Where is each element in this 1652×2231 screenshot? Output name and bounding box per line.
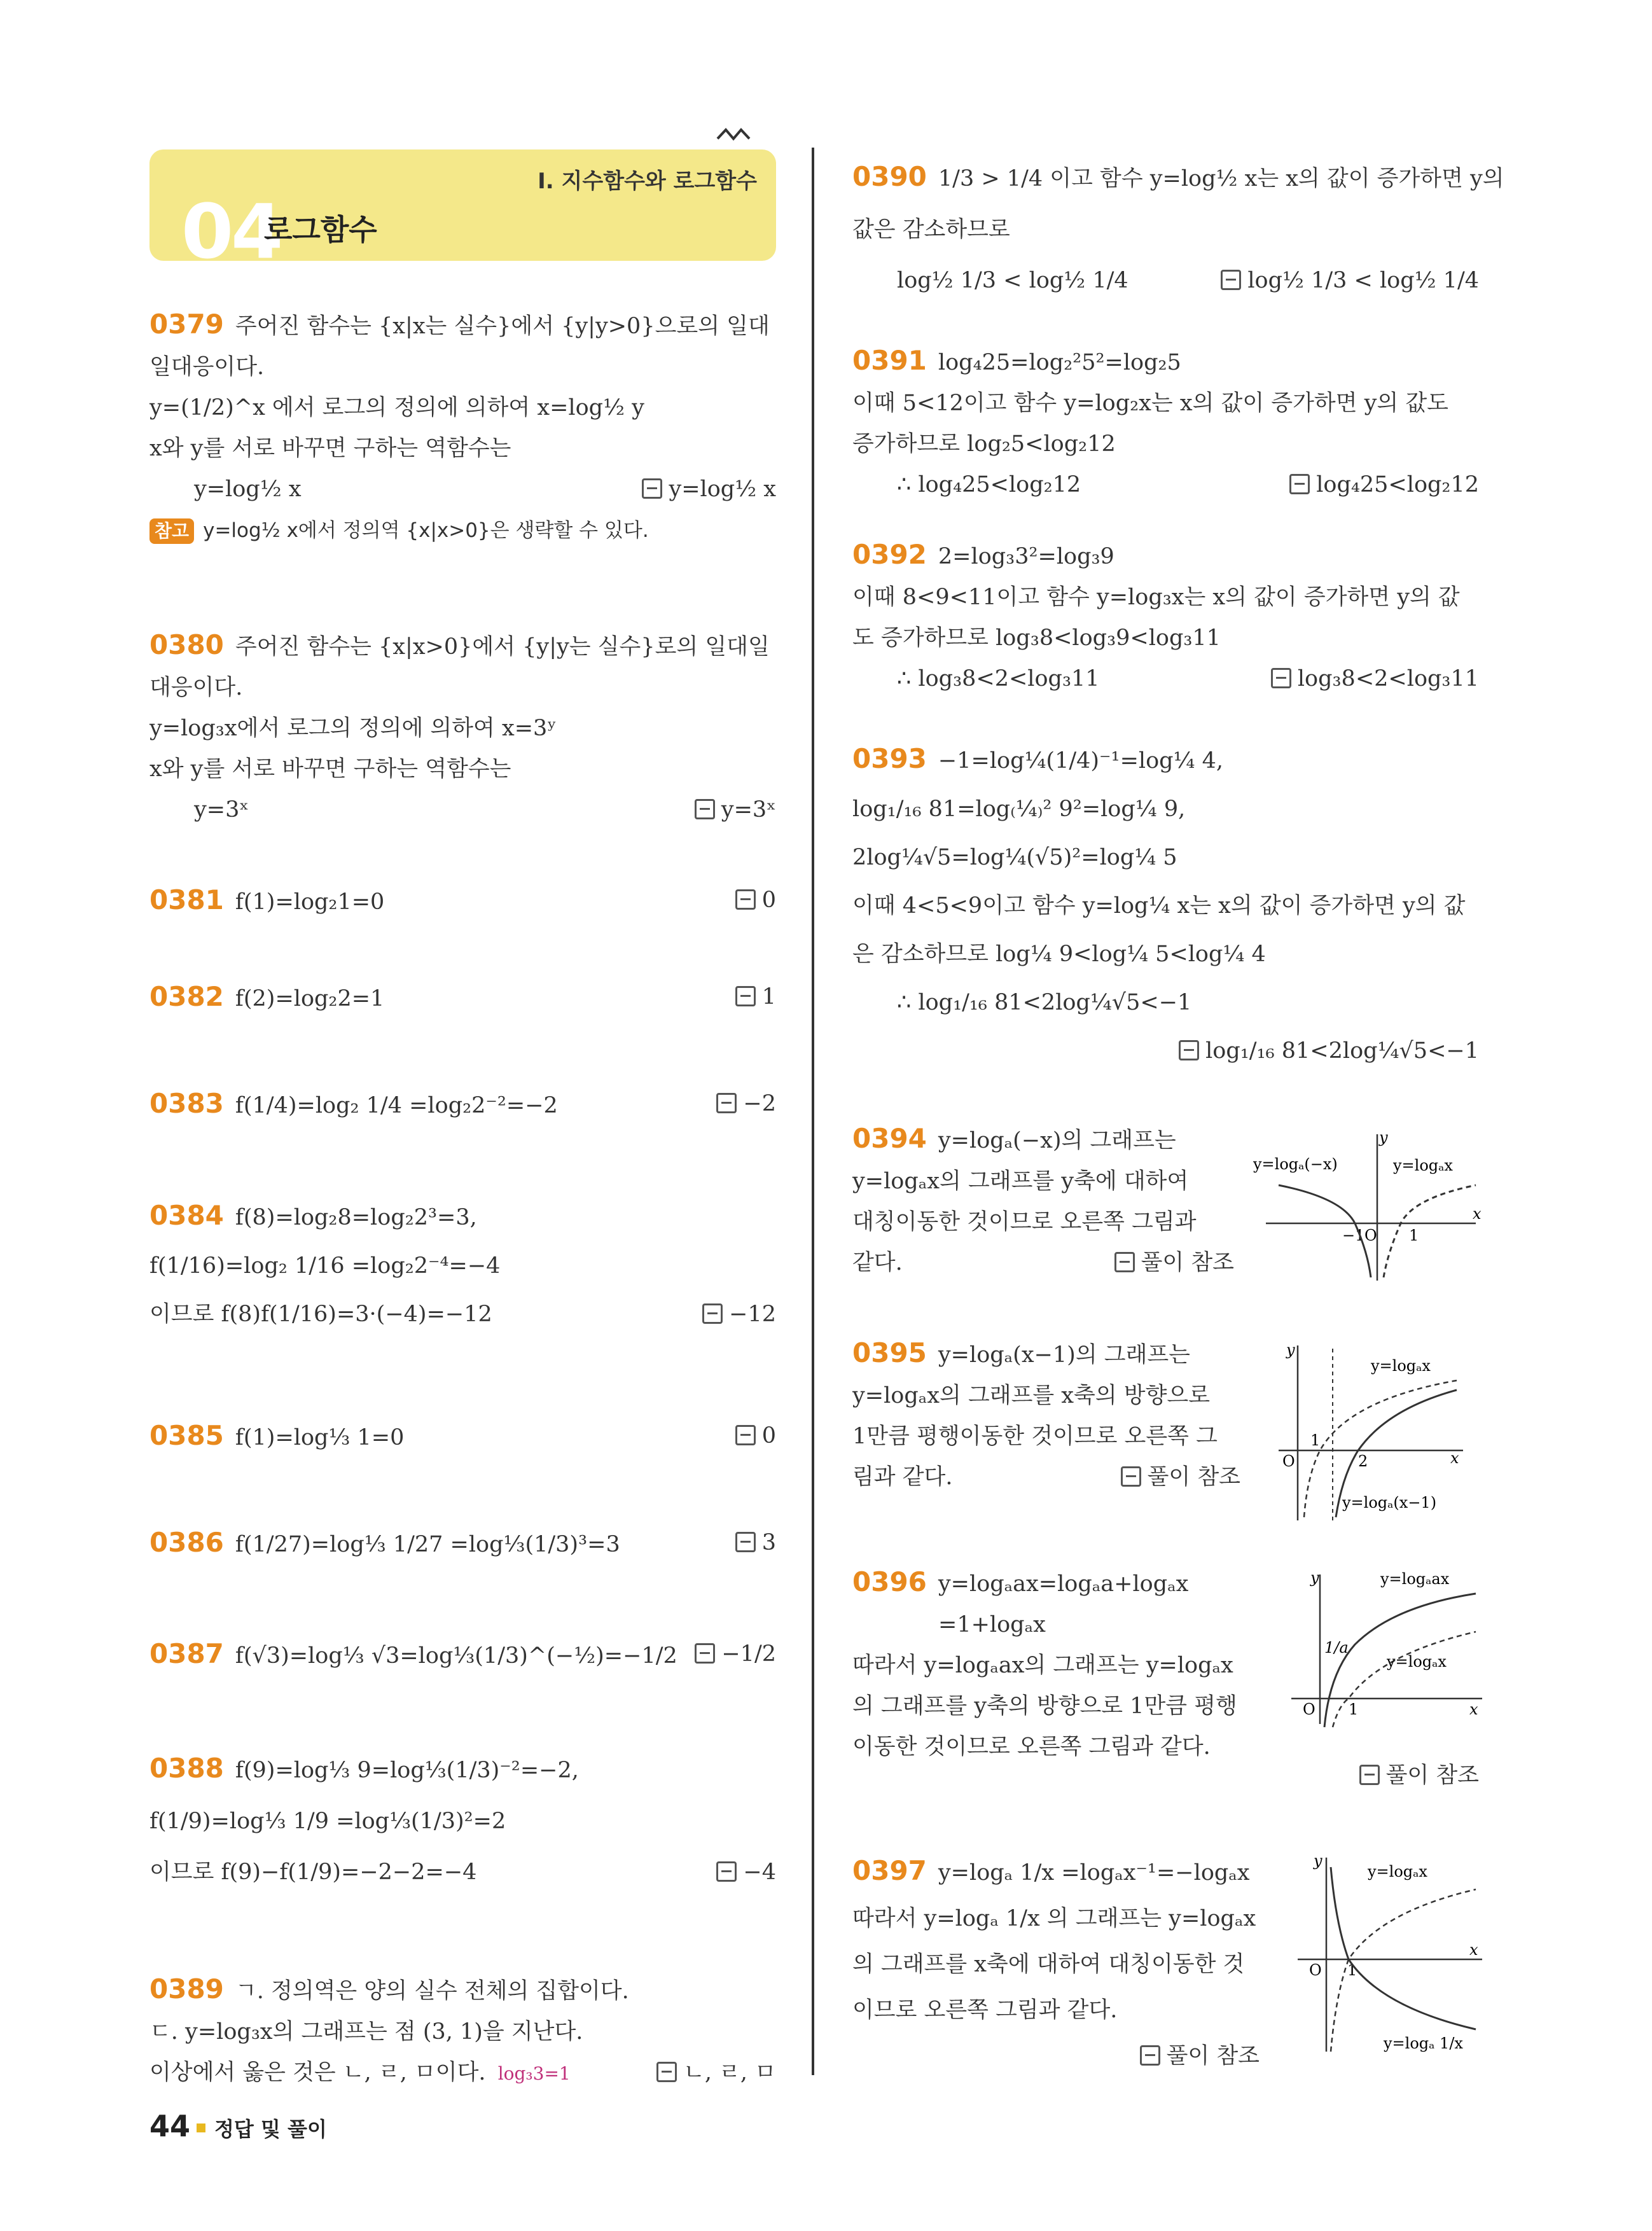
problem-number: 0389 [149, 1973, 224, 2005]
problem-number: 0384 [149, 1200, 224, 1231]
problem-0397: 0397 y=logₐ 1/x =logₐx⁻¹=−logₐx 따라서 y=logₐ 1/x 의 그래프는 y=logₐx 의 그래프를 x축에 대하여 대칭이동한 것 이므로 오른쪽 그림과 같다. 풀이 참조 [852, 1848, 1260, 2033]
axis-label-y: y [1379, 1129, 1388, 1146]
footer-label: 정답 및 풀이 [214, 2117, 327, 2141]
answer-icon [735, 986, 756, 1006]
answer: 풀이 참조 [1121, 1457, 1240, 1498]
answer: −4 [716, 1847, 776, 1898]
page-number: 44 [149, 2109, 191, 2143]
chapter-header [149, 149, 776, 275]
axis-label-y: y [1314, 1852, 1322, 1870]
tick-label: 1 [1310, 1431, 1321, 1449]
answer-icon [695, 1643, 715, 1664]
problem-number: 0387 [149, 1638, 224, 1669]
problem-number: 0386 [149, 1527, 224, 1558]
axis-label-x: x [1469, 1941, 1478, 1959]
problem-0391: 0391 log₄25=log₂²5²=log₂5 이때 5<12이고 함수 y=log₂x는 x의 값이 증가하면 y의 값도 증가하므로 log₂5<log₂12 ∴ log₄25<log₂12 log₄25<log₂12 [852, 340, 1479, 505]
problem-number: 0396 [852, 1566, 927, 1597]
answer-icon [716, 1861, 737, 1882]
problem-0386: 0386 f(1/27)=log⅓ 1/27 =log⅓(1/3)³=3 3 [149, 1522, 776, 1565]
axis-label-y: y [1286, 1341, 1295, 1359]
problem-0385: 0385 f(1)=log⅓ 1=0 0 [149, 1415, 776, 1458]
problem-number: 0390 [852, 161, 927, 192]
answer: −12 [702, 1290, 776, 1338]
answer-icon [1221, 270, 1241, 290]
chapter-number: 04 [181, 188, 281, 275]
problem-number: 0392 [852, 539, 927, 570]
column-divider [812, 148, 814, 2075]
axis-label-x: x [1473, 1205, 1482, 1223]
answer: 1 [735, 976, 776, 1017]
curve-log-x [1384, 1185, 1476, 1277]
tick-label: −1 [1342, 1227, 1365, 1244]
answer-icon [735, 1532, 756, 1552]
problem-number: 0381 [149, 884, 224, 915]
answer-icon [656, 2062, 677, 2082]
problem-0388: 0388 f(9)=log⅓ 9=log⅓(1/3)⁻²=−2, f(1/9)=log⅓ 1/9 =log⅓(1/3)²=2 이므로 f(9)−f(1/9)=−2−2=−4 −4 [149, 1743, 776, 1898]
problem-0381: 0381 f(1)=log₂1=0 0 [149, 880, 776, 922]
answer: 풀이 참조 [1114, 1242, 1234, 1283]
problem-number: 0397 [852, 1855, 927, 1886]
wave-icon [714, 125, 753, 144]
answer-icon [695, 799, 715, 819]
axis-label-y: y [1310, 1569, 1319, 1587]
footer-square-icon [197, 2123, 205, 2132]
answer: 풀이 참조 [1359, 1755, 1479, 1796]
graph-0394 [1253, 1125, 1489, 1284]
curve-label: y=logₐ(x−1) [1342, 1494, 1437, 1512]
problem-number: 0388 [149, 1753, 224, 1784]
answer-icon [1271, 668, 1291, 688]
graph-0396 [1285, 1565, 1489, 1730]
axis-label-x: x [1469, 1700, 1478, 1718]
annotation: log₃3=1 [497, 2063, 571, 2084]
problem-0382: 0382 f(2)=log₂2=1 1 [149, 976, 776, 1019]
origin-label: O [1309, 1961, 1322, 1979]
problem-0383: 0383 f(1/4)=log₂ 1/4 =log₂2⁻²=−2 −2 [149, 1083, 776, 1126]
tick-label: 1 [1349, 1700, 1359, 1718]
answer-icon [1121, 1466, 1141, 1487]
problem-0390: 0390 1/3 > 1/4 이고 함수 y=log½ x는 x의 값이 증가하면 y의 값은 감소하므로 log½ 1/3 < log½ 1/4 log½ 1/3 < log½ 1/4 [852, 151, 1479, 306]
answer-icon [1359, 1765, 1380, 1785]
problem-number: 0391 [852, 345, 927, 376]
answer-icon [1289, 474, 1310, 494]
curve-label: y=logₐx [1387, 1653, 1447, 1671]
problem-number: 0382 [149, 981, 224, 1012]
problem-0380: 0380 주어진 함수는 {x|x>0}에서 {y|y는 실수}로의 일대일 대응이다. y=log₃x에서 로그의 정의에 의하여 x=3ʸ x와 y를 서로 바꾸면 구하는 역함수는 y=3ˣ y=3ˣ [149, 625, 776, 830]
answer: log₄25<log₂12 [1289, 464, 1479, 505]
answer: 0 [735, 1415, 776, 1456]
unit-label: Ⅰ. 지수함수와 로그함수 [538, 169, 757, 194]
curve-label: y=logₐx [1368, 1863, 1427, 1880]
answer-icon [702, 1303, 723, 1324]
graph-0395 [1272, 1336, 1489, 1527]
answer: y=log½ x [642, 469, 776, 510]
problem-0387: 0387 f(√3)=log⅓ √3=log⅓(1/3)^(−½)=−1/2 −1/2 [149, 1634, 776, 1676]
graph-0397 [1291, 1848, 1489, 2058]
answer: log₃8<2<log₃11 [1271, 658, 1479, 699]
answer-icon [735, 1425, 756, 1445]
answer-icon [1140, 2045, 1160, 2066]
answer: log½ 1/3 < log½ 1/4 [1221, 255, 1479, 306]
problem-0389: 0389 ㄱ. 정의역은 양의 실수 전체의 집합이다. ㄷ. y=log₃x의 그래프는 점 (3, 1)을 지난다. 이상에서 옳은 것은 ㄴ, ㄹ, ㅁ이다. log₃3=1 ㄴ, ㄹ, ㅁ [149, 1969, 776, 2094]
problem-0394: 0394 y=logₐ(−x)의 그래프는 y=logₐx의 그래프를 y축에 대하여 대칭이동한 것이므로 오른쪽 그림과 같다. 풀이 참조 [852, 1118, 1234, 1283]
answer-icon [1114, 1252, 1135, 1272]
answer: 3 [735, 1522, 776, 1563]
origin-label: O [1303, 1700, 1315, 1718]
answer-icon [735, 889, 756, 910]
curve-label: y=logₐx [1393, 1157, 1453, 1174]
tick-label: 2 [1358, 1452, 1368, 1470]
answer: 풀이 참조 [1140, 2033, 1260, 2079]
problem-number: 0393 [852, 743, 927, 774]
problem-number: 0395 [852, 1337, 927, 1368]
problem-number: 0383 [149, 1088, 224, 1119]
page-footer [149, 2109, 327, 2143]
problem-number: 0394 [852, 1123, 927, 1154]
problem-0392: 0392 2=log₃3²=log₃9 이때 8<9<11이고 함수 y=log₃x는 x의 값이 증가하면 y의 값 도 증가하므로 log₃8<log₃9<log₃11 ∴ log₃8<2<log₃11 log₃8<2<log₃11 [852, 534, 1479, 699]
problem-number: 0385 [149, 1420, 224, 1451]
answer: ㄴ, ㄹ, ㅁ [656, 2052, 776, 2093]
origin-label: O [1364, 1227, 1377, 1244]
tick-label: 1/a [1324, 1639, 1349, 1657]
answer-icon [1179, 1040, 1199, 1060]
problem-0379: 0379 주어진 함수는 {x|x는 실수}에서 {y|y>0}으로의 일대 일대응이다. y=(1/2)^x 에서 로그의 정의에 의하여 x=log½ y x와 y를 서로 바꾸면 구하는 역함수는 y=log½ x y=log½ x 참고 y=log½ x에서 정의역 {x|x>0}은 생략할 수 있다. [149, 304, 776, 551]
answer: −1/2 [695, 1634, 776, 1674]
origin-label: O [1282, 1452, 1295, 1470]
problem-0396: 0396 y=logₐax=logₐa+logₐx =1+logₐx 따라서 y=logₐax의 그래프는 y=logₐx 의 그래프를 y축의 방향으로 1만큼 평행 이동한 것이므로 오른쪽 그림과 같다. [852, 1566, 1237, 1760]
curve-label: y=logₐ 1/x [1384, 2034, 1463, 2052]
problem-0395: 0395 y=logₐ(x−1)의 그래프는 y=logₐx의 그래프를 x축의 방향으로 1만큼 평행이동한 것이므로 오른쪽 그 림과 같다. 풀이 참조 [852, 1333, 1240, 1498]
note-tag: 참고 [149, 518, 194, 544]
problem-0393: 0393 −1=log¼(1/4)⁻¹=log¼ 4, log₁/₁₆ 81=log₍¼₎² 9²=log¼ 9, 2log¼√5=log¼(√5)²=log¼ 5 이때 4<5<9이고 함수 y=log¼ x는 x의 값이 증가하면 y의 값 은 감소하므로 log¼ 9<log¼ 5<log¼ 4 ∴ log₁/₁₆ 81<2log¼√5<−1 log₁/₁₆ 81<2log¼√5<−1 [852, 735, 1479, 1027]
problem-number: 0379 [149, 309, 224, 340]
answer: −2 [716, 1083, 776, 1124]
axis-label-x: x [1450, 1449, 1459, 1467]
curve-label: y=logₐx [1371, 1357, 1431, 1375]
problem-0384: 0384 f(8)=log₂8=log₂2³=3, f(1/16)=log₂ 1/16 =log₂2⁻⁴=−4 이므로 f(8)f(1/16)=3·(−4)=−12 −12 [149, 1192, 776, 1338]
chapter-title: 로그함수 [264, 212, 377, 247]
curve-log-1-over-x [1331, 1867, 1476, 2029]
curve-label: y=logₐax [1380, 1570, 1450, 1588]
answer-icon [642, 478, 662, 499]
answer: log₁/₁₆ 81<2log¼√5<−1 [1179, 1027, 1479, 1075]
tick-label: 1 [1409, 1227, 1419, 1244]
tick-label: 1 [1347, 1961, 1357, 1979]
answer: 0 [735, 880, 776, 921]
problem-number: 0380 [149, 629, 224, 660]
answer: y=3ˣ [695, 789, 776, 830]
answer-icon [716, 1093, 737, 1113]
curve-label: y=logₐ(−x) [1253, 1155, 1338, 1173]
